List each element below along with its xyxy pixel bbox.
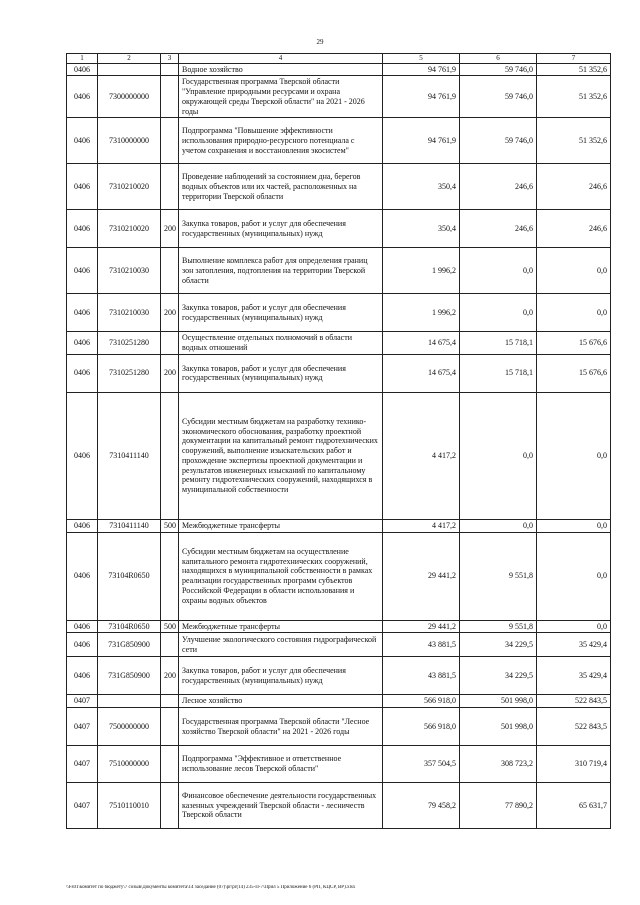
amount-col6: 0,0: [460, 294, 537, 332]
item-name: Субсидии местным бюджетам на осуществление капитального ремонта гидротехнических сооружений, находящихся в муниципальной собственности в рамках реализации государственных программ субъектов Российской Федерации в области использования и охраны водных объектов: [179, 532, 383, 620]
amount-col5: 4 417,2: [383, 392, 460, 519]
section-code: 0407: [67, 695, 98, 708]
amount-col7: 0,0: [537, 620, 611, 633]
table-row: [67, 657, 611, 695]
amount-col6: 501 998,0: [460, 708, 537, 746]
section-code: 0406: [67, 210, 98, 248]
section-code: 0406: [67, 76, 98, 118]
target-code: 7500000000: [98, 708, 161, 746]
column-number: 3: [161, 54, 179, 64]
amount-col7: 51 352,6: [537, 76, 611, 118]
target-code: 7310210020: [98, 210, 161, 248]
target-code: 7310411140: [98, 392, 161, 519]
expense-type-code: [161, 76, 179, 118]
table-row: [67, 783, 611, 829]
amount-col5: 43 881,5: [383, 657, 460, 695]
expense-type-code: [161, 392, 179, 519]
amount-col5: 4 417,2: [383, 519, 460, 532]
expense-type-code: [161, 332, 179, 355]
amount-col6: 246,6: [460, 210, 537, 248]
section-code: 0407: [67, 746, 98, 783]
column-number: 1: [67, 54, 98, 64]
amount-col5: 1 996,2: [383, 294, 460, 332]
table-row: [67, 332, 611, 355]
amount-col5: 94 761,9: [383, 118, 460, 164]
expense-type-code: [161, 164, 179, 210]
section-code: 0406: [67, 532, 98, 620]
expense-type-code: 200: [161, 210, 179, 248]
target-code: 7310210030: [98, 294, 161, 332]
amount-col7: 522 843,5: [537, 695, 611, 708]
column-number: 7: [537, 54, 611, 64]
amount-col6: 34 229,5: [460, 633, 537, 657]
item-name: Финансовое обеспечение деятельности государственных казенных учреждений Тверской области - лесничеств Тверской области: [179, 783, 383, 829]
item-name: Водное хозяйство: [179, 63, 383, 76]
item-name: Лесное хозяйство: [179, 695, 383, 708]
amount-col7: 51 352,6: [537, 118, 611, 164]
table-row: [67, 695, 611, 708]
expense-type-code: [161, 695, 179, 708]
amount-col7: 51 352,6: [537, 63, 611, 76]
amount-col6: 59 746,0: [460, 118, 537, 164]
amount-col7: 35 429,4: [537, 633, 611, 657]
item-name: Закупка товаров, работ и услуг для обеспечения государственных (муниципальных) нужд: [179, 210, 383, 248]
section-code: 0407: [67, 783, 98, 829]
expense-type-code: 500: [161, 519, 179, 532]
amount-col7: 0,0: [537, 519, 611, 532]
target-code: [98, 695, 161, 708]
amount-col7: 35 429,4: [537, 657, 611, 695]
table-row: [67, 519, 611, 532]
item-name: Закупка товаров, работ и услуг для обеспечения государственных (муниципальных) нужд: [179, 354, 383, 392]
amount-col6: 0,0: [460, 392, 537, 519]
target-code: 7310251280: [98, 354, 161, 392]
amount-col5: 1 996,2: [383, 248, 460, 294]
amount-col7: 65 631,7: [537, 783, 611, 829]
section-code: 0406: [67, 657, 98, 695]
amount-col6: 308 723,2: [460, 746, 537, 783]
item-name: Закупка товаров, работ и услуг для обеспечения государственных (муниципальных) нужд: [179, 294, 383, 332]
table-row: [67, 164, 611, 210]
expense-type-code: 200: [161, 294, 179, 332]
expense-type-code: [161, 63, 179, 76]
amount-col6: 246,6: [460, 164, 537, 210]
amount-col5: 94 761,9: [383, 76, 460, 118]
amount-col7: 15 676,6: [537, 354, 611, 392]
amount-col6: 59 746,0: [460, 63, 537, 76]
amount-col7: 246,6: [537, 164, 611, 210]
section-code: 0406: [67, 248, 98, 294]
item-name: Осуществление отдельных полномочий в области водных отношений: [179, 332, 383, 355]
amount-col5: 350,4: [383, 164, 460, 210]
section-code: 0406: [67, 620, 98, 633]
item-name: Закупка товаров, работ и услуг для обеспечения государственных (муниципальных) нужд: [179, 657, 383, 695]
item-name: Государственная программа Тверской области "Лесное хозяйство Тверской области" на 2021 - 2026 годы: [179, 708, 383, 746]
table-row: [67, 392, 611, 519]
section-code: 0406: [67, 633, 98, 657]
amount-col6: 9 551,8: [460, 620, 537, 633]
section-code: 0406: [67, 392, 98, 519]
target-code: 7310411140: [98, 519, 161, 532]
amount-col5: 14 675,4: [383, 354, 460, 392]
table-row: [67, 76, 611, 118]
table-row: [67, 746, 611, 783]
column-number: 5: [383, 54, 460, 64]
section-code: 0406: [67, 118, 98, 164]
section-code: 0406: [67, 354, 98, 392]
amount-col5: 43 881,5: [383, 633, 460, 657]
amount-col5: 566 918,0: [383, 695, 460, 708]
amount-col7: 522 843,5: [537, 708, 611, 746]
section-code: 0406: [67, 294, 98, 332]
target-code: 7510000000: [98, 746, 161, 783]
expense-type-code: [161, 708, 179, 746]
table-row: [67, 354, 611, 392]
amount-col6: 77 890,2: [460, 783, 537, 829]
amount-col5: 29 441,2: [383, 532, 460, 620]
budget-table: [66, 53, 611, 829]
expense-type-code: [161, 118, 179, 164]
amount-col7: 310 719,4: [537, 746, 611, 783]
column-number: 4: [179, 54, 383, 64]
target-code: 731G850900: [98, 657, 161, 695]
amount-col5: 79 458,2: [383, 783, 460, 829]
target-code: 73104R0650: [98, 532, 161, 620]
column-number-row: [67, 54, 611, 64]
item-name: Субсидии местным бюджетам на разработку технико-экономического обоснования, разработку проектной документации на капитальный ремонт гидротехнических сооружений, выполнение изыскательских работ и прохождение экспертизы проектной документации и результатов инженерных изысканий по капитальному ремонту гидротехнических сооружений, находящихся в муниципальной собственности: [179, 392, 383, 519]
table-row: [67, 532, 611, 620]
column-number: 2: [98, 54, 161, 64]
amount-col7: 0,0: [537, 392, 611, 519]
section-code: 0406: [67, 63, 98, 76]
amount-col5: 357 504,5: [383, 746, 460, 783]
expense-type-code: 200: [161, 354, 179, 392]
item-name: Межбюджетные трансферты: [179, 519, 383, 532]
target-code: 7310000000: [98, 118, 161, 164]
expense-type-code: 200: [161, 657, 179, 695]
expense-type-code: [161, 746, 179, 783]
item-name: Государственная программа Тверской области "Управление природными ресурсами и охрана окружающей среды Тверской области" на 2021 - 2026 годы: [179, 76, 383, 118]
table-row: [67, 118, 611, 164]
table-row: [67, 63, 611, 76]
item-name: Проведение наблюдений за состоянием дна, берегов водных объектов или их частей, расположенных на территории Тверской области: [179, 164, 383, 210]
amount-col6: 34 229,5: [460, 657, 537, 695]
table-row: [67, 294, 611, 332]
target-code: 7310251280: [98, 332, 161, 355]
item-name: Подпрограмма "Повышение эффективности использования природно-ресурсного потенциала с учетом сохранения и восстановления экосистем": [179, 118, 383, 164]
expense-type-code: [161, 248, 179, 294]
expense-type-code: 500: [161, 620, 179, 633]
amount-col5: 350,4: [383, 210, 460, 248]
section-code: 0407: [67, 708, 98, 746]
expense-type-code: [161, 783, 179, 829]
item-name: Подпрограмма "Эффективное и ответственное использование лесов Тверской области": [179, 746, 383, 783]
amount-col5: 29 441,2: [383, 620, 460, 633]
section-code: 0406: [67, 164, 98, 210]
amount-col6: 9 551,8: [460, 532, 537, 620]
amount-col7: 0,0: [537, 294, 611, 332]
table-row: [67, 210, 611, 248]
amount-col7: 246,6: [537, 210, 611, 248]
amount-col6: 0,0: [460, 519, 537, 532]
target-code: [98, 63, 161, 76]
expense-type-code: [161, 633, 179, 657]
table-row: [67, 620, 611, 633]
amount-col6: 15 718,1: [460, 332, 537, 355]
target-code: 7300000000: [98, 76, 161, 118]
page-number: 29: [316, 38, 324, 46]
amount-col6: 15 718,1: [460, 354, 537, 392]
table-row: [67, 633, 611, 657]
target-code: 7310210030: [98, 248, 161, 294]
section-code: 0406: [67, 519, 98, 532]
table-row: [67, 708, 611, 746]
amount-col6: 59 746,0: [460, 76, 537, 118]
target-code: 7310210020: [98, 164, 161, 210]
file-path-footer: \\Fs01\комитет по бюджету\7 созыв\Документы комитета\14 заседание (07)\pr\pr(14) 235-П-7\Прил 5 Приложение 6 (РП, КЦСР, ВР).xlsx: [66, 885, 356, 890]
amount-col6: 501 998,0: [460, 695, 537, 708]
table-row: [67, 248, 611, 294]
target-code: 731G850900: [98, 633, 161, 657]
amount-col7: 0,0: [537, 248, 611, 294]
amount-col5: 14 675,4: [383, 332, 460, 355]
item-name: Межбюджетные трансферты: [179, 620, 383, 633]
item-name: Выполнение комплекса работ для определения границ зон затопления, подтопления на территории Тверской области: [179, 248, 383, 294]
amount-col7: 0,0: [537, 532, 611, 620]
column-number: 6: [460, 54, 537, 64]
target-code: 73104R0650: [98, 620, 161, 633]
section-code: 0406: [67, 332, 98, 355]
target-code: 7510110010: [98, 783, 161, 829]
amount-col7: 15 676,6: [537, 332, 611, 355]
amount-col5: 566 918,0: [383, 708, 460, 746]
amount-col5: 94 761,9: [383, 63, 460, 76]
item-name: Улучшение экологического состояния гидрографической сети: [179, 633, 383, 657]
amount-col6: 0,0: [460, 248, 537, 294]
expense-type-code: [161, 532, 179, 620]
